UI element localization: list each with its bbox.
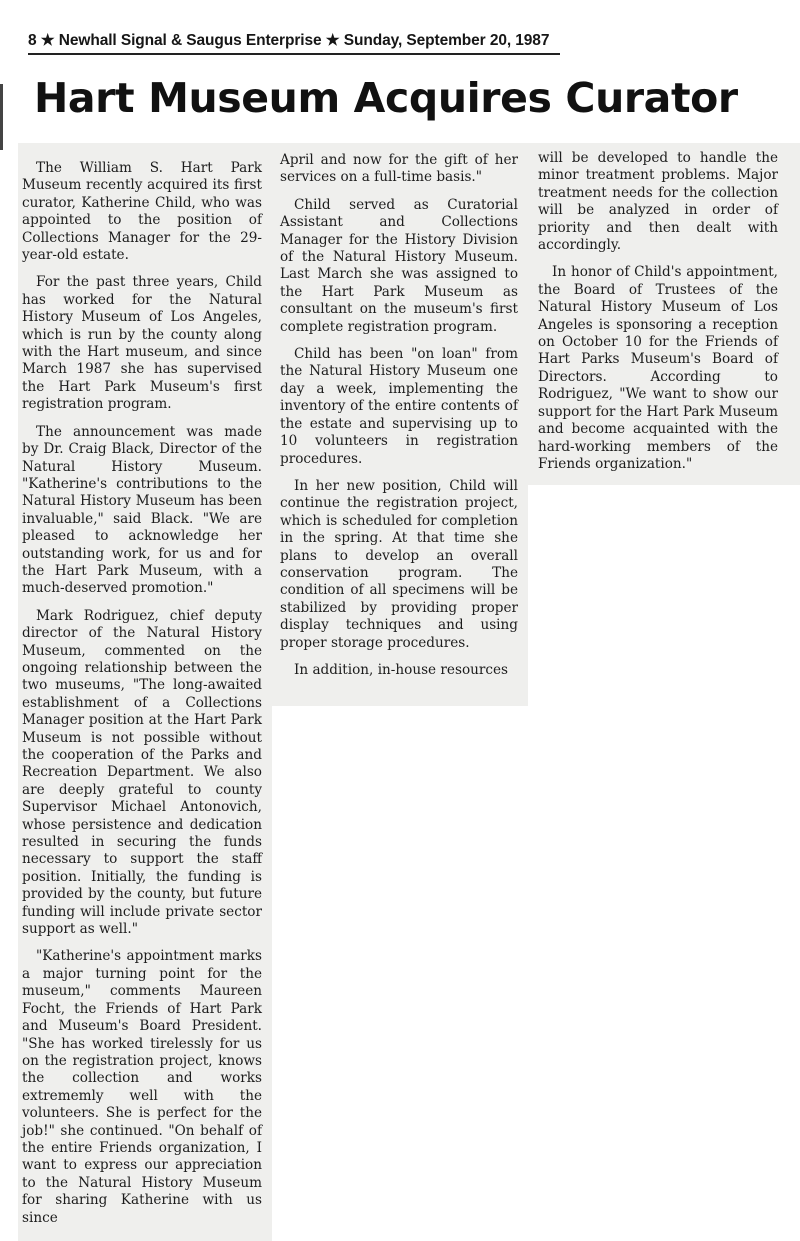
article-headline: Hart Museum Acquires Curator (34, 74, 738, 122)
paragraph: In honor of Child's appointment, the Board of Trustees of the Natural History Museum of Los Angeles is sponsoring a reception on October 10 for the Friends of Hart Parks Museum's Board of Directors. According to Rodriguez, "We want to show our support for the Hart Park Museum and become acquainted with the hard-working members of the Friends organization." (538, 264, 778, 472)
page-number: 8 (28, 32, 37, 49)
masthead-rule (28, 53, 560, 55)
star-icon: ★ (325, 32, 340, 49)
paragraph: April and now for the gift of her services on a full-time basis." (280, 152, 518, 186)
paragraph: Mark Rodriguez, chief deputy director of the Natural History Museum, commented on the ongoing relationship between the two museums, "The long-awaited establishment of a Collections Manager position at the Hart Park Museum is not possible without the cooperation of the Parks and Recreation Department. We also are deeply grateful to county Supervisor Michael Antonovich, whose persistence and dedication resulted in securing the funds necessary to support the staff position. Initially, the funding is provided by the county, but future funding will include private sector support as well." (22, 607, 262, 938)
star-icon: ★ (40, 32, 55, 49)
scan-edge-mark (0, 84, 3, 150)
article-column-1 (22, 160, 262, 1237)
paragraph: The announcement was made by Dr. Craig Black, Director of the Natural History Museum. "Katherine's contributions to the Natural History Museum has been invaluable," said Black. "We are pleased to acknowledge her outstanding work, for us and for the Hart Park Museum, with a much-deserved promotion." (22, 423, 262, 597)
masthead (28, 30, 560, 52)
issue-date: Sunday, September 20, 1987 (343, 32, 550, 49)
article-column-2 (280, 152, 518, 689)
paragraph: In her new position, Child will continue the registration project, which is scheduled for completion in the spring. At that time she plans to develop an overall conservation program. The condition of all specimens will be stabilized by providing proper display techniques and using proper storage procedures. (280, 477, 518, 651)
paragraph: Child has been "on loan" from the Natural History Museum one day a week, implementing the inventory of the entire contents of the estate and supervising up to 10 volunteers in registration procedures. (280, 346, 518, 467)
paragraph: will be developed to handle the minor treatment problems. Major treatment needs for the collection will be analyzed in order of priority and then dealt with accordingly. (538, 150, 778, 254)
paragraph: In addition, in-house resources (294, 661, 509, 678)
article-column-3 (538, 150, 778, 483)
newspaper-name: Newhall Signal & Saugus Enterprise (58, 32, 322, 49)
paragraph: For the past three years, Child has worked for the Natural History Museum of Los Angeles, which is run by the county along with the Hart museum, and since March 1987 she has supervised the Hart Park Museum's first registration program. (22, 274, 262, 413)
paragraph: The William S. Hart Park Museum recently acquired its first curator, Katherine Child, who was appointed to the position of Collections Manager for the 29-year-old estate. (22, 160, 262, 264)
paragraph: "Katherine's appointment marks a major turning point for the museum," comments Maureen Focht, the Friends of Hart Park and Museum's Board President. "She has worked tirelessly for us on the registration project, knows the collection and works extrememly well with the volunteers. She is perfect for the job!" she continued. "On behalf of the entire Friends organization, I want to express our appreciation to the Natural History Museum for sharing Katherine with us since (22, 948, 262, 1226)
paragraph: Child served as Curatorial Assistant and Collections Manager for the History Division of the Natural History Museum. Last March she was assigned to the Hart Park Museum as consultant on the museum's first complete registration program. (280, 196, 518, 335)
